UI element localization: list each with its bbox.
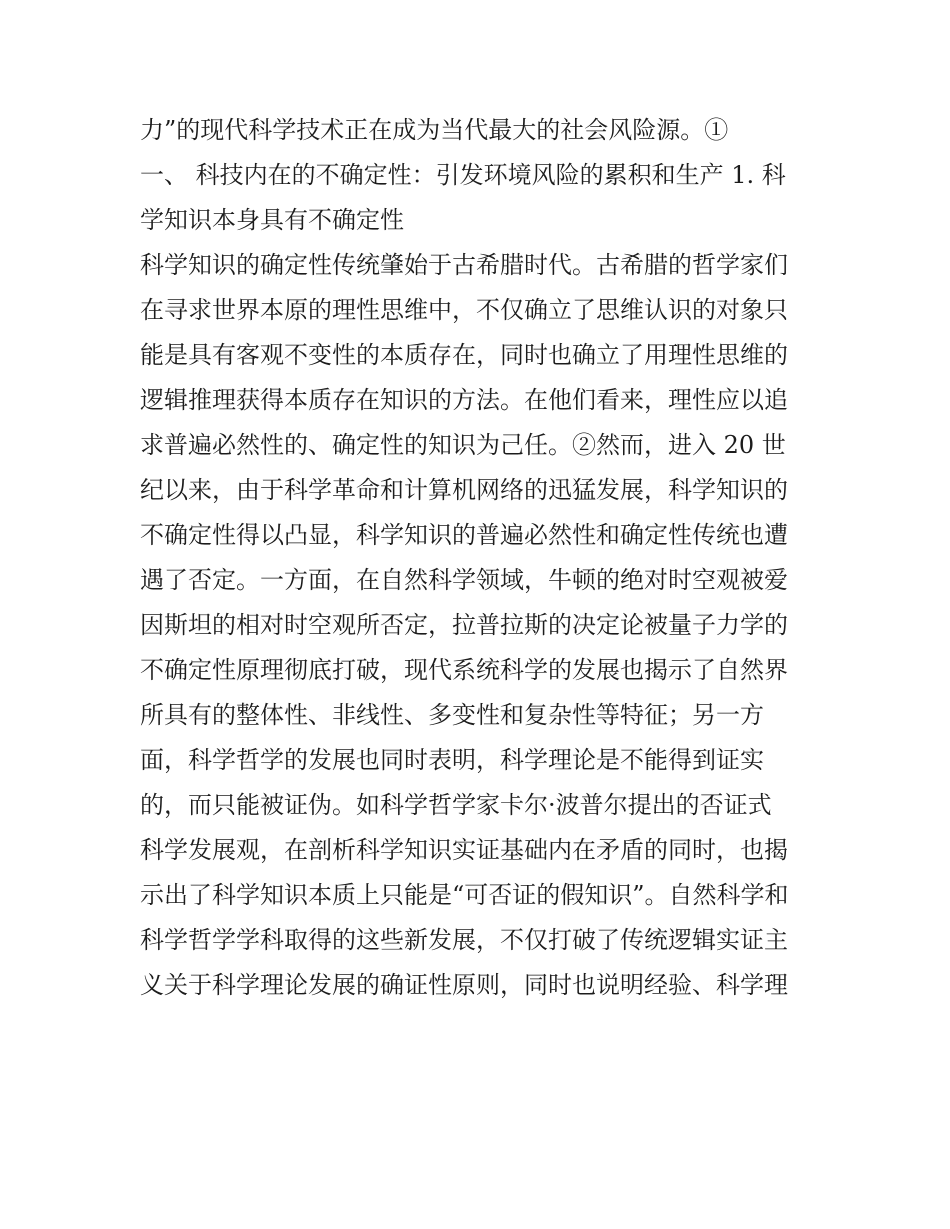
- text-line: 在寻求世界本原的理性思维中，不仅确立了思维认识的对象只: [140, 296, 788, 324]
- text-line: 因斯坦的相对时空观所否定，拉普拉斯的决定论被量子力学的: [140, 611, 788, 639]
- text-line: 力”的现代科学技术正在成为当代最大的社会风险源。①: [140, 116, 729, 144]
- text-line: 不确定性原理彻底打破，现代系统科学的发展也揭示了自然界: [140, 656, 788, 684]
- text-line: 遇了否定。一方面，在自然科学领域，牛顿的绝对时空观被爱: [140, 566, 788, 594]
- text-line: 科学哲学学科取得的这些新发展，不仅打破了传统逻辑实证主: [140, 926, 788, 954]
- text-line: 不确定性得以凸显，科学知识的普遍必然性和确定性传统也遭: [140, 521, 788, 549]
- text-line: 科学发展观，在剖析科学知识实证基础内在矛盾的同时，也揭: [140, 836, 788, 864]
- text-line: 示出了科学知识本质上只能是“可否证的假知识”。自然科学和: [140, 881, 789, 909]
- text-line: 的，而只能被证伪。如科学哲学家卡尔·波普尔提出的否证式: [140, 791, 772, 819]
- text-line: 科学知识的确定性传统肇始于古希腊时代。古希腊的哲学家们: [140, 251, 788, 279]
- text-line: 所具有的整体性、非线性、多变性和复杂性等特征；另一方: [140, 701, 764, 729]
- text-line: 面，科学哲学的发展也同时表明，科学理论是不能得到证实: [140, 746, 764, 774]
- text-line: 求普遍必然性的、确定性的知识为己任。②然而，进入 20 世: [140, 431, 786, 459]
- text-line: 逻辑推理获得本质存在知识的方法。在他们看来，理性应以追: [140, 386, 788, 414]
- text-line: 义关于科学理论发展的确证性原则，同时也说明经验、科学理: [140, 971, 788, 999]
- body-text: [140, 108, 830, 1008]
- section-heading-line: 学知识本身具有不确定性: [140, 206, 404, 234]
- text-line: 能是具有客观不变性的本质存在，同时也确立了用理性思维的: [140, 341, 788, 369]
- text-line: 纪以来，由于科学革命和计算机网络的迅猛发展，科学知识的: [140, 476, 788, 504]
- section-heading-line: 一、 科技内在的不确定性：引发环境风险的累积和生产 1. 科: [140, 161, 786, 189]
